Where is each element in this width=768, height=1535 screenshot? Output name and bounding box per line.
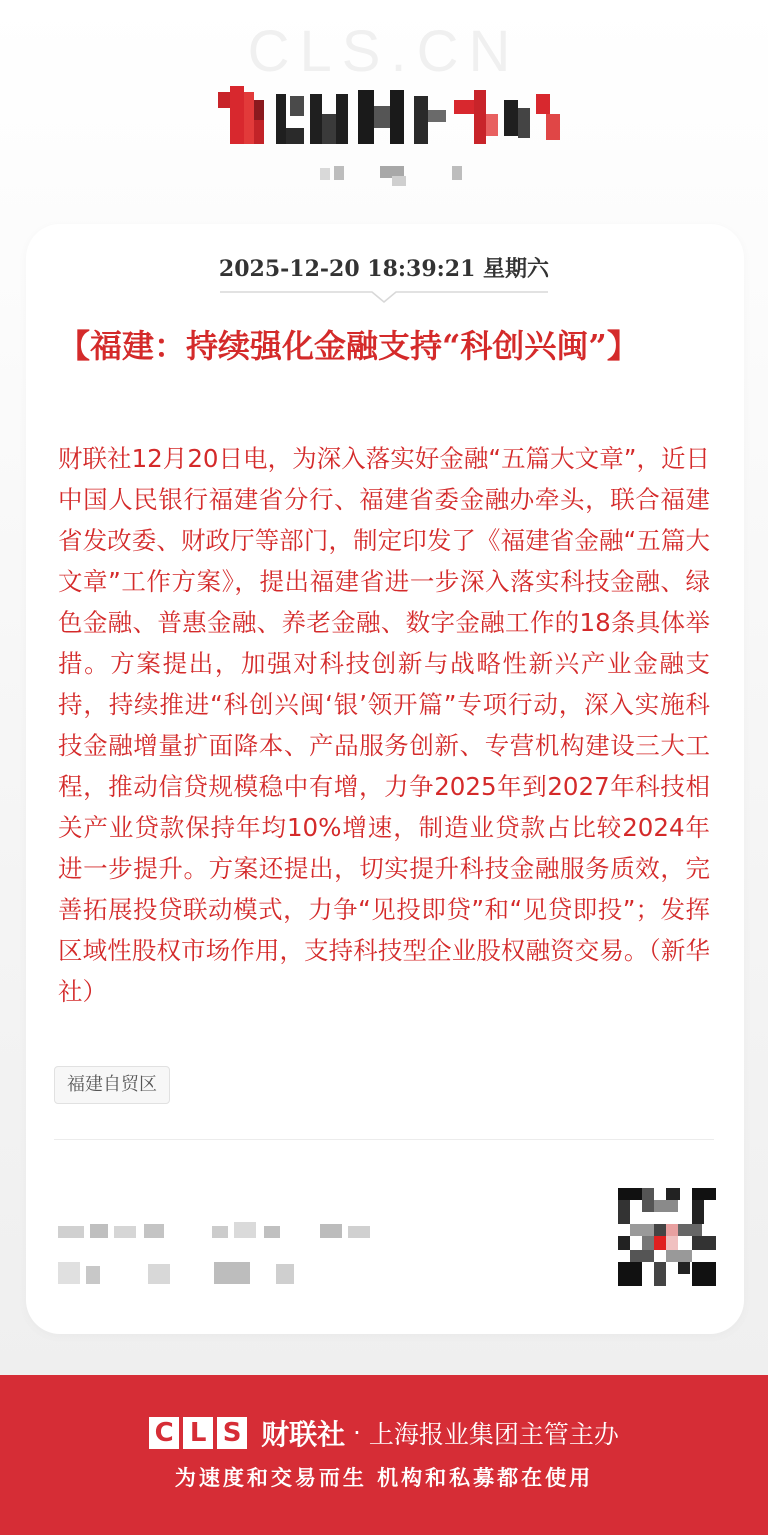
watermark: CLS.CN — [247, 19, 521, 84]
pixelated-footer-text — [58, 1222, 378, 1288]
article-headline: 【福建：持续强化金融支持“科创兴闽”】 — [58, 327, 639, 365]
article-body: 财联社12月20日电，为深入落实好金融“五篇大文章”，近日中国人民银行福建省分行、福建省委金融办牵头，联合福建省发改委、财政厅等部门，制定印发了《福建省金融“五篇大文章”工作方案》，提出福建省进一步深入落实科技金融、绿色金融、普惠金融、养老金融、数字金融工作的18条具体举措。方案提出，加强对科技创新与战略性新兴产业金融支持，持续推进“科创兴闽‘银’领开篇”专项行动，深入实施科技金融增量扩面降本、产品服务创新、专营机构建设三大工程，推动信贷规模稳中有增，力争2025年到2027年科技相关产业贷款保持年均10%增速，制造业贷款占比较2024年进一步提升。方案还提出，切实提升科技金融服务质效，完善拓展投贷联动模式，力争“见投即贷”和“见贷即投”；发挥区域性股权市场作用，支持科技型企业股权融资交易。（新华社） — [58, 444, 710, 1006]
brand-name: 财联社 — [261, 1418, 346, 1451]
qr-code[interactable] — [618, 1188, 716, 1286]
article-datetime: 2025-12-20 18:39:21 星期六 — [218, 256, 550, 282]
banner-brand-row — [0, 1410, 768, 1456]
separator-dot: · — [353, 1419, 361, 1447]
organizer-text: 上海报业集团主管主办 — [368, 1420, 619, 1449]
banner-slogan: 为速度和交易而生 机构和私募都在使用 — [174, 1465, 594, 1490]
cls-logo-letter: C — [149, 1417, 179, 1449]
pixelated-logo — [218, 86, 560, 144]
divider — [54, 1139, 714, 1140]
topic-tag[interactable]: 福建自贸区 — [54, 1066, 170, 1104]
cls-logo-letter: L — [183, 1417, 213, 1449]
date-underline — [220, 290, 548, 304]
cls-logo-letter: S — [217, 1417, 247, 1449]
pixelated-subtitle — [320, 164, 470, 186]
